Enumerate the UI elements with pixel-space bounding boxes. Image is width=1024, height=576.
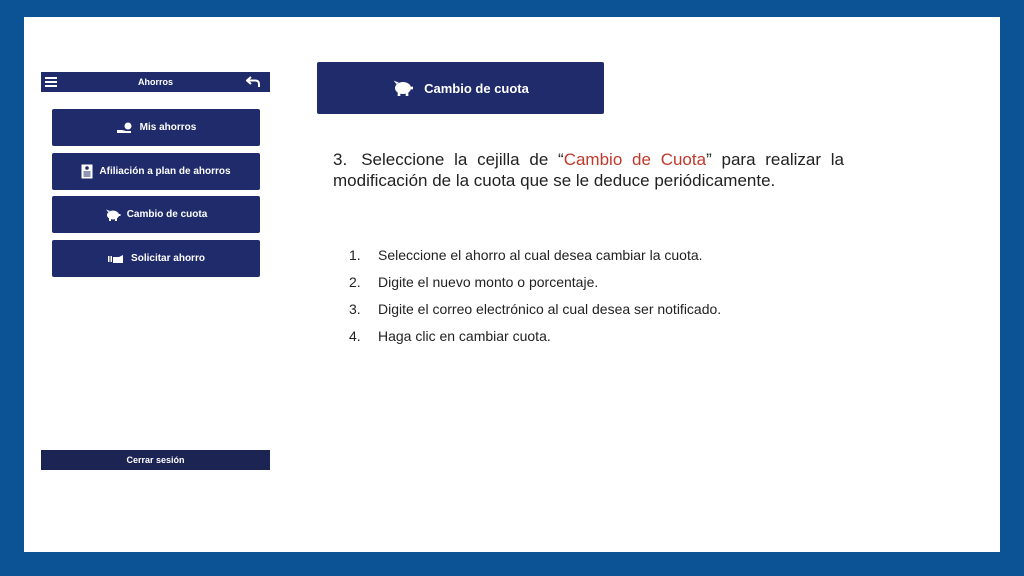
list-item xyxy=(349,241,829,268)
hand-request-icon xyxy=(107,253,125,265)
step-text: Seleccione el ahorro al cual desea cambiar la cuota. xyxy=(378,246,703,263)
cambio-cuota-button[interactable] xyxy=(52,196,260,233)
step-text: Digite el correo electrónico al cual desea ser notificado. xyxy=(378,300,722,317)
instruction-after: ” para realizar la modificación de la cuota que se le deduce periódicamente. xyxy=(333,150,844,190)
menu-label: Cambio de cuota xyxy=(126,209,208,220)
back-arrow-icon[interactable] xyxy=(246,76,260,88)
instruction-number: 3. xyxy=(333,150,348,169)
big-button-label: Cambio de cuota xyxy=(424,80,529,96)
cambio-cuota-big-button[interactable] xyxy=(317,62,604,114)
list-item xyxy=(349,322,829,349)
step-number: 1. xyxy=(349,246,361,263)
menu-label: Afiliación a plan de ahorros xyxy=(99,166,231,177)
step-number: 3. xyxy=(349,300,361,317)
list-item xyxy=(349,268,829,295)
slide xyxy=(24,17,1000,552)
document-icon xyxy=(81,164,93,179)
step-text: Digite el nuevo monto o porcentaje. xyxy=(378,273,599,290)
mis-ahorros-button[interactable] xyxy=(52,109,260,146)
afiliacion-plan-button[interactable] xyxy=(52,153,260,190)
hand-coin-icon xyxy=(116,122,134,134)
phone-header-title: Ahorros xyxy=(137,77,173,87)
solicitar-ahorro-button[interactable] xyxy=(52,240,260,277)
instruction-before: Seleccione la cejilla de “ xyxy=(361,150,564,169)
menu-label: Solicitar ahorro xyxy=(131,253,205,264)
menu-label: Mis ahorros xyxy=(139,122,197,133)
steps-list xyxy=(349,241,829,349)
piggy-bank-icon xyxy=(392,80,414,96)
instruction-paragraph xyxy=(333,149,844,191)
hamburger-menu-icon[interactable] xyxy=(45,77,57,87)
list-item xyxy=(349,295,829,322)
step-text: Haga clic en cambiar cuota. xyxy=(378,327,551,344)
logout-button[interactable]: Cerrar sesión xyxy=(41,450,270,470)
step-number: 2. xyxy=(349,273,361,290)
piggy-bank-icon xyxy=(105,209,121,221)
phone-header xyxy=(41,72,270,92)
instruction-highlight: Cambio de Cuota xyxy=(563,150,707,169)
step-number: 4. xyxy=(349,327,361,344)
